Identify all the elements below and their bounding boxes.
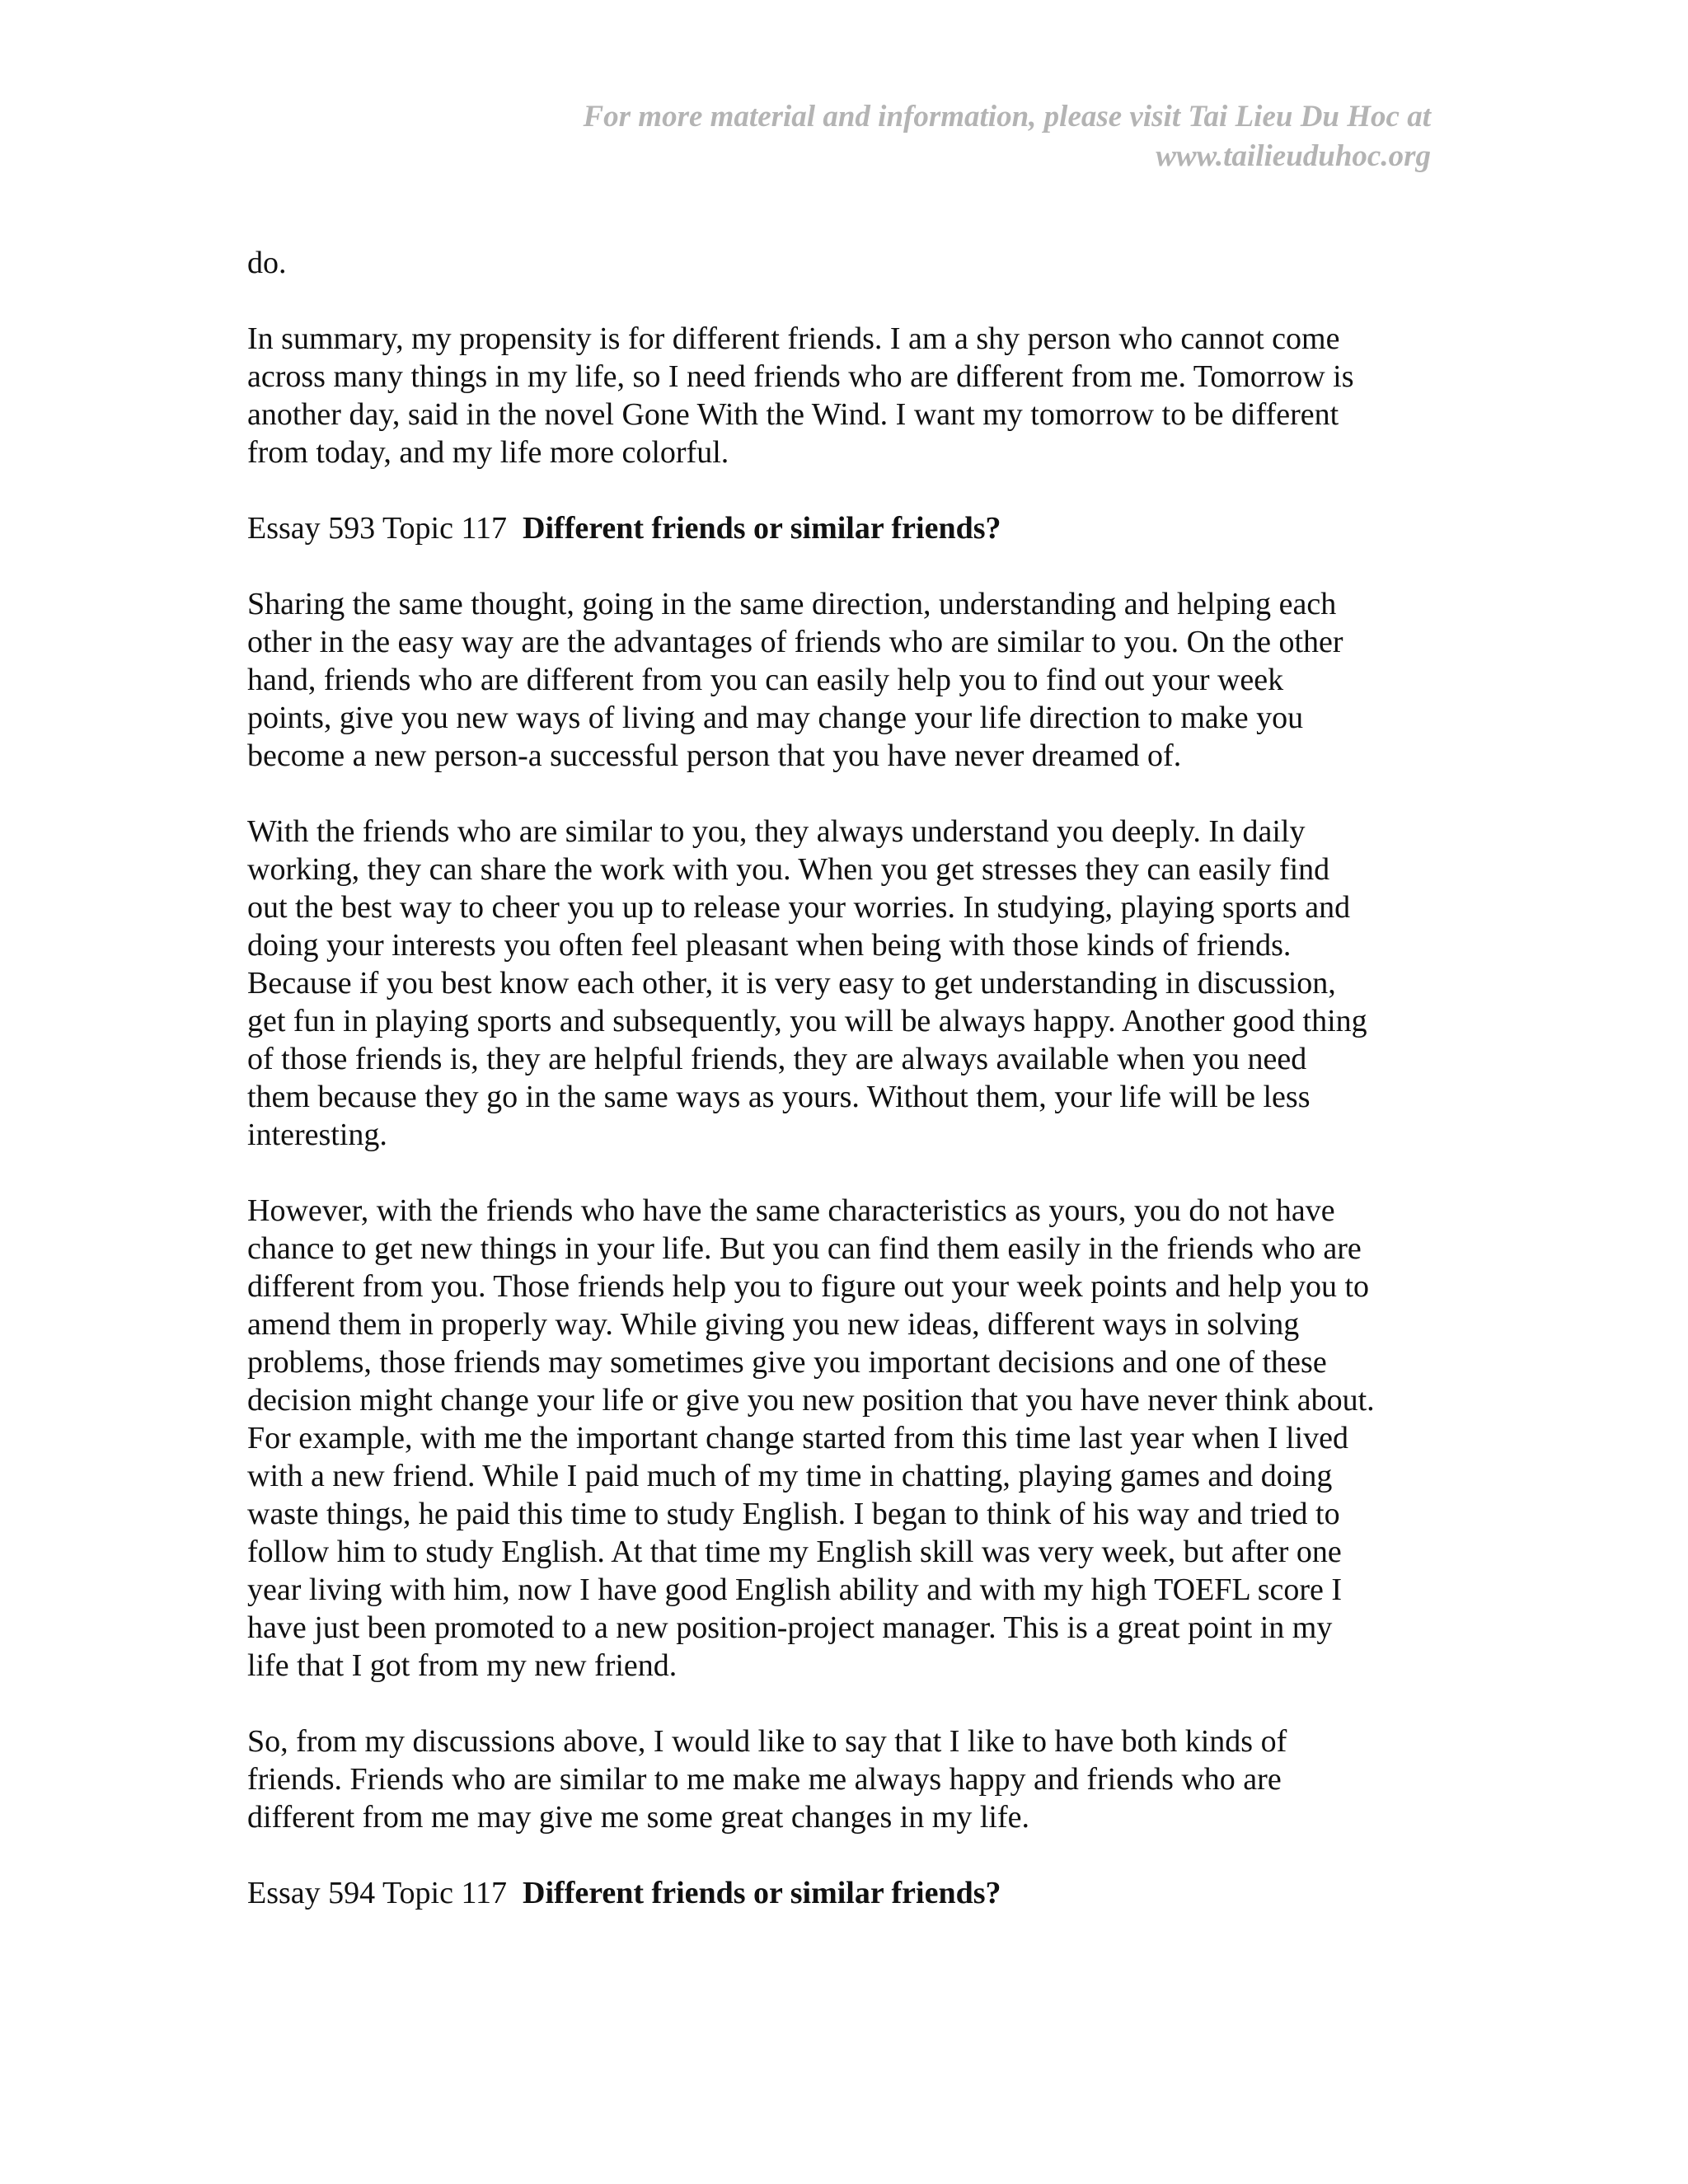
paragraph-similar-friends [247, 813, 1459, 1154]
paragraph-conclusion [247, 1722, 1459, 1836]
text-line: year living with him, now I have good English ability and with my high TOEFL score I [247, 1572, 1343, 1607]
paragraph-gap [247, 1836, 1459, 1874]
paragraph-gap [247, 547, 1459, 585]
document-body [247, 244, 1459, 1912]
text-line: decision might change your life or give you new position that you have never think about. [247, 1383, 1375, 1418]
essay-title: Different friends or similar friends? [523, 1876, 1001, 1910]
paragraph-intro [247, 585, 1459, 775]
text-line: doing your interests you often feel pleasant when being with those kinds of friends. [247, 928, 1292, 963]
text-line: For example, with me the important change started from this time last year when I lived [247, 1421, 1348, 1455]
text-line: points, give you new ways of living and may change your life direction to make you [247, 701, 1304, 735]
header-website: www.tailieuduhoc.org [1156, 139, 1431, 173]
text-line: interesting. [247, 1118, 387, 1152]
text-line: get fun in playing sports and subsequently, you will be always happy. Another good thing [247, 1004, 1367, 1038]
text-line: life that I got from my new friend. [247, 1648, 678, 1683]
text-line: problems, those friends may sometimes give you important decisions and one of these [247, 1345, 1327, 1380]
text-line: different from me may give me some great changes in my life. [247, 1800, 1029, 1835]
text-line: another day, said in the novel Gone With the Wind. I want my tomorrow to be different [247, 397, 1339, 432]
paragraph-continuation [247, 244, 1459, 282]
text-line: hand, friends who are different from you can easily help you to find out your week [247, 663, 1284, 697]
text-line: from today, and my life more colorful. [247, 435, 729, 470]
text-line: So, from my discussions above, I would like to say that I like to have both kinds of [247, 1724, 1287, 1759]
paragraph-gap [247, 1154, 1459, 1192]
text-line: with a new friend. While I paid much of my time in chatting, playing games and doing [247, 1459, 1333, 1493]
essay-label: Essay 594 Topic 117 [247, 1876, 508, 1910]
paragraph-different-friends [247, 1192, 1459, 1685]
text-line: amend them in properly way. While giving you new ideas, different ways in solving [247, 1307, 1300, 1342]
text-line: friends. Friends who are similar to me make me always happy and friends who are [247, 1762, 1282, 1797]
text-line: out the best way to cheer you up to release your worries. In studying, playing sports and [247, 890, 1351, 925]
text-line: working, they can share the work with you. When you get stresses they can easily find [247, 852, 1330, 887]
text-line: Sharing the same thought, going in the same direction, understanding and helping each [247, 587, 1337, 621]
text-line: do. [247, 246, 287, 280]
paragraph-summary [247, 320, 1459, 471]
text-line: across many things in my life, so I need friends who are different from me. Tomorrow is [247, 359, 1354, 394]
text-line: With the friends who are similar to you, they always understand you deeply. In daily [247, 814, 1306, 849]
paragraph-gap [247, 471, 1459, 509]
text-line: waste things, he paid this time to study English. I began to think of his way and tried to [247, 1497, 1340, 1531]
text-line: In summary, my propensity is for different friends. I am a shy person who cannot come [247, 321, 1340, 356]
text-line: of those friends is, they are helpful friends, they are always available when you need [247, 1042, 1307, 1076]
text-line: other in the easy way are the advantages of friends who are similar to you. On the other [247, 625, 1343, 659]
essay-heading-593 [247, 509, 1459, 547]
paragraph-gap [247, 775, 1459, 813]
page-header [359, 97, 1431, 176]
paragraph-gap [247, 282, 1459, 320]
header-line-1: For more material and information, please visit Tai Lieu Du Hoc at [583, 100, 1431, 134]
paragraph-gap [247, 1685, 1459, 1722]
text-line: different from you. Those friends help you to figure out your week points and help you to [247, 1269, 1370, 1304]
essay-heading-594 [247, 1874, 1459, 1912]
text-line: follow him to study English. At that time my English skill was very week, but after one [247, 1535, 1342, 1569]
essay-title: Different friends or similar friends? [523, 511, 1001, 546]
essay-label: Essay 593 Topic 117 [247, 511, 508, 546]
text-line: Because if you best know each other, it is very easy to get understanding in discussion, [247, 966, 1336, 1001]
text-line: them because they go in the same ways as yours. Without them, your life will be less [247, 1080, 1311, 1114]
text-line: become a new person-a successful person that you have never dreamed of. [247, 738, 1182, 773]
text-line: chance to get new things in your life. But you can find them easily in the friends who are [247, 1231, 1362, 1266]
text-line: have just been promoted to a new position-project manager. This is a great point in my [247, 1610, 1333, 1645]
text-line: However, with the friends who have the same characteristics as yours, you do not have [247, 1193, 1335, 1228]
